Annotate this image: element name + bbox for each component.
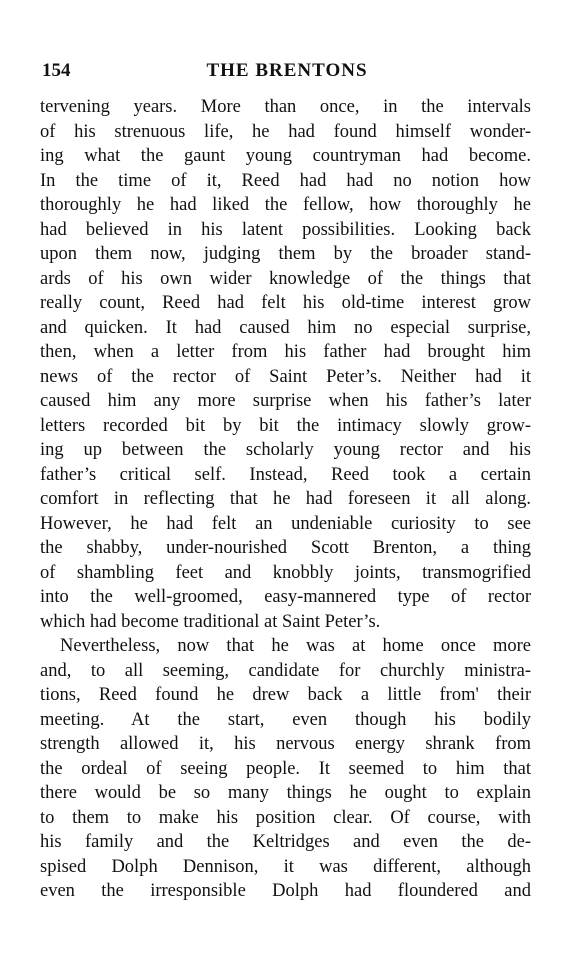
text-line: of shambling feet and knobbly joints, transmogrified (40, 562, 531, 583)
text-line: the shabby, under-nourished Scott Brenton, a thing (40, 538, 531, 558)
body-text (40, 95, 531, 904)
text-line: father’s critical self. Instead, Reed took a certain (40, 464, 531, 485)
text-line: caused him any more surprise when his father’s later (40, 391, 531, 411)
text-line: news of the rector of Saint Peter’s. Neither had it (40, 366, 531, 387)
text-line: there would be so many things he ought to explain (40, 783, 531, 803)
text-line: then, when a letter from his father had brought him (40, 342, 531, 362)
text-line: tervening years. More than once, in the intervals (40, 97, 531, 117)
text-line: In the time of it, Reed had had no notion how (40, 170, 531, 191)
text-line: upon them now, judging them by the broader stand- (40, 244, 531, 264)
paragraph (40, 634, 531, 904)
text-line: However, he had felt an undeniable curiosity to see (40, 513, 531, 534)
text-line: really count, Reed had felt his old-time interest grow (40, 293, 531, 313)
page-header (42, 60, 532, 86)
page-number: 154 (42, 60, 71, 81)
text-line: strength allowed it, his nervous energy shrank from (40, 734, 531, 754)
text-line: his family and the Keltridges and even the de- (40, 832, 531, 852)
text-line: thoroughly he had liked the fellow, how thoroughly he (40, 195, 531, 215)
text-line: into the well-groomed, easy-mannered type of rector (40, 587, 531, 607)
text-line: and, to all seeming, candidate for churchly ministra- (40, 660, 531, 681)
text-line: even the irresponsible Dolph had floundered and (40, 881, 531, 901)
text-line: comfort in reflecting that he had foreseen it all along. (40, 489, 531, 509)
text-line: Nevertheless, now that he was at home once more (60, 636, 531, 656)
text-line: ards of his own wider knowledge of the things that (40, 268, 531, 289)
text-line: and quicken. It had caused him no especial surprise, (40, 317, 531, 338)
text-line: to them to make his position clear. Of course, with (40, 807, 531, 828)
text-line: meeting. At the start, even though his bodily (40, 709, 531, 730)
text-line: which had become traditional at Saint Peter’s. (40, 611, 381, 632)
text-line: the ordeal of seeing people. It seemed to him that (40, 758, 531, 779)
text-line: ing what the gaunt young countryman had become. (40, 146, 531, 166)
text-line: letters recorded bit by bit the intimacy slowly grow- (40, 415, 531, 436)
text-line: had believed in his latent possibilities. Looking back (40, 219, 531, 240)
paragraph (40, 95, 531, 634)
text-line: ing up between the scholarly young rector and his (40, 440, 531, 460)
text-line: spised Dolph Dennison, it was different, although (40, 856, 531, 877)
text-line: of his strenuous life, he had found himself wonder- (40, 121, 531, 142)
text-line: tions, Reed found he drew back a little from' their (40, 685, 531, 705)
running-title: THE BRENTONS (206, 60, 368, 81)
